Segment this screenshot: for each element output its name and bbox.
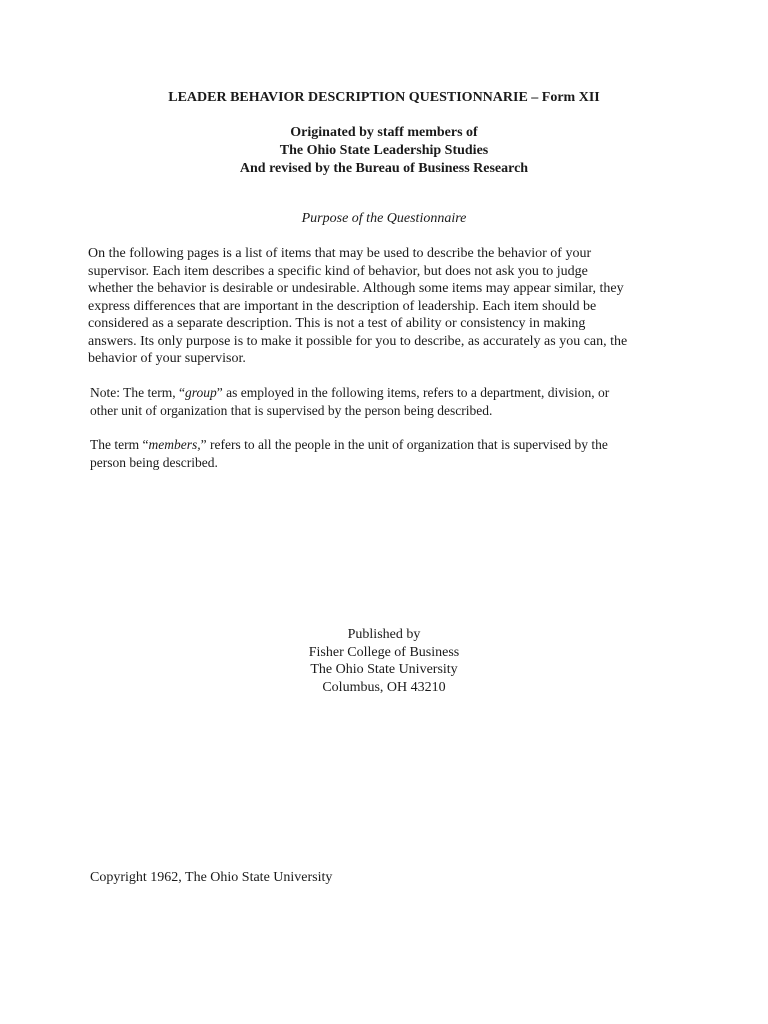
intro-line: express differences that are important in the description of leadership. Each item should be xyxy=(88,298,597,314)
intro-line: considered as a separate description. This is not a test of ability or consistency in making xyxy=(88,316,586,331)
note-line: other unit of organization that is supervised by the person being described. xyxy=(90,402,493,418)
members-suffix: ” refers to all the people in the unit of organization that is supervised by the xyxy=(200,437,608,452)
origin-line: The Ohio State Leadership Studies xyxy=(279,143,489,158)
members-paragraph xyxy=(90,436,690,471)
purpose-heading: Purpose of the Questionnaire xyxy=(301,211,467,226)
copyright-notice: Copyright 1962, The Ohio State University xyxy=(90,870,333,885)
note-paragraph xyxy=(90,384,690,419)
intro-line: answers. Its only purpose is to make it possible for you to describe, as accurately as you can, the xyxy=(88,333,628,349)
document-title: LEADER BEHAVIOR DESCRIPTION QUESTIONNARIE – Form XII xyxy=(168,90,600,105)
publisher-line: Columbus, OH 43210 xyxy=(322,679,446,695)
origin-line: And revised by the Bureau of Business Research xyxy=(239,161,529,176)
members-prefix: The term “ xyxy=(90,437,149,452)
note-suffix: ” as employed in the following items, refers to a department, division, or xyxy=(216,385,610,400)
note-term: group xyxy=(184,385,217,400)
publisher-line: Published by xyxy=(347,627,421,642)
publisher-line: The Ohio State University xyxy=(310,662,458,677)
intro-line: behavior of your supervisor. xyxy=(88,351,246,366)
origin-block xyxy=(0,124,768,178)
origin-line: Originated by staff members of xyxy=(290,125,478,140)
intro-line: supervisor. Each item describes a specific kind of behavior, but does not ask you to judge xyxy=(88,263,588,279)
intro-paragraph xyxy=(88,245,688,368)
publisher-line: Fisher College of Business xyxy=(308,644,460,660)
members-line xyxy=(90,436,690,454)
members-term: members, xyxy=(148,437,201,452)
members-line: person being described. xyxy=(90,454,218,470)
note-line xyxy=(90,384,690,402)
intro-line: On the following pages is a list of items that may be used to describe the behavior of your xyxy=(88,246,592,261)
intro-line: whether the behavior is desirable or undesirable. Although some items may appear similar, they xyxy=(88,281,624,296)
publisher-block xyxy=(0,626,768,696)
note-prefix: Note: The term, “ xyxy=(90,385,185,400)
